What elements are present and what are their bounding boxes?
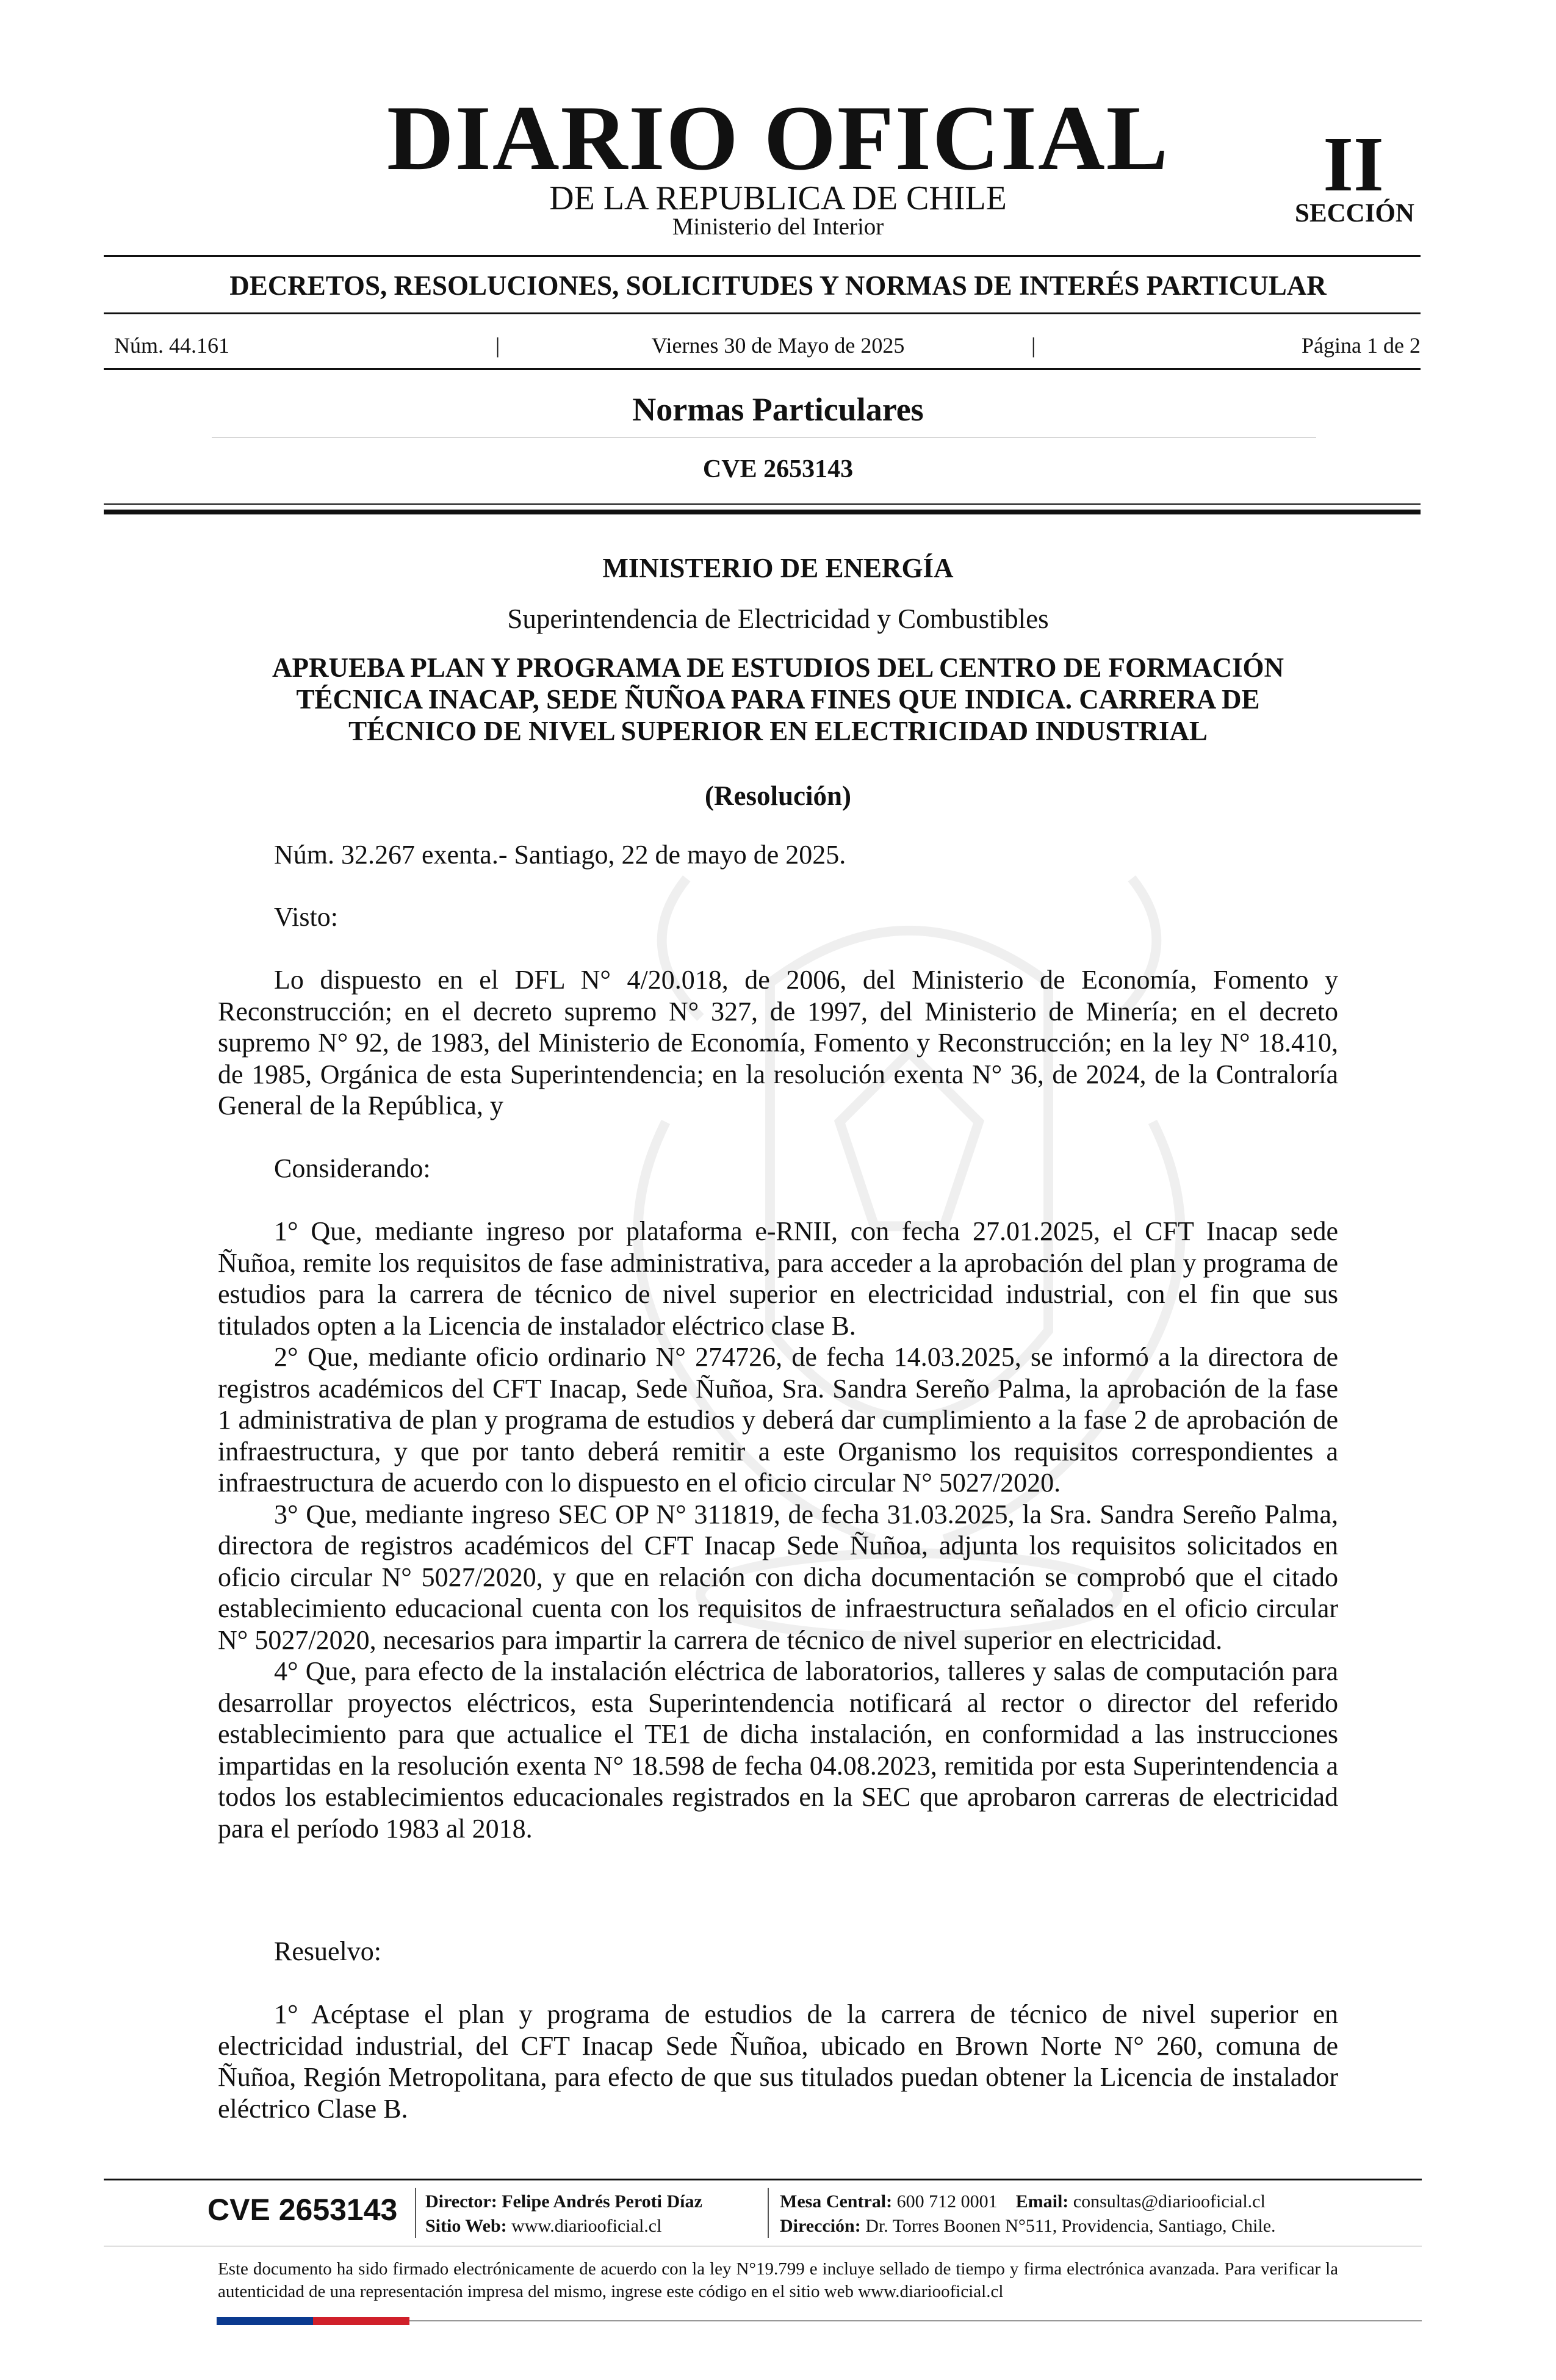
footer-disclaimer: Este documento ha sido firmado electrónicamente de acuerdo con la ley N°19.799 e incluye sellado de tiempo y firma electrónica avanzada. Para verificar la autenticidad de una representación impresa del mismo, ingrese este código en el sitio web www.diariooficial.cl: [218, 2259, 1338, 2301]
info-divider: [104, 368, 1421, 370]
director-name: Felipe Andrés Peroti Díaz: [502, 2191, 702, 2212]
resuelvo-label: Resuelvo:: [274, 1936, 381, 1966]
section-title-divider: [212, 437, 1316, 438]
considerando-3: 3° Que, mediante ingreso SEC OP N° 311819, de fecha 31.03.2025, la Sra. Sandra Sereño Palma, directora de registros académicos del CFT Inacap Sede Ñuñoa, adjunta los requisitos solicitados en oficio circular N° 5027/2020, y que en relación con dicha documentación se comprobó que el citado establecimiento educacional cuenta con los requisitos de infraestructura señalados en el oficio circular N° 5027/2020, necesarios para impartir la carrera de técnico de nivel superior en electricidad.: [218, 1499, 1338, 1655]
resolution-title-line: APRUEBA PLAN Y PROGRAMA DE ESTUDIOS DEL CENTRO DE FORMACIÓN: [272, 652, 1284, 683]
section-banner: DECRETOS, RESOLUCIONES, SOLICITUDES Y NORMAS DE INTERÉS PARTICULAR: [229, 270, 1327, 301]
visto-paragraph: Lo dispuesto en el DFL N° 4/20.018, de 2006, del Ministerio de Economía, Fomento y Reconstrucción; en el decreto supremo N° 327, de 1997, del Ministerio de Minería; en el decreto supremo N° 92, de 1983, del Ministerio de Economía, Fomento y Reconstrucción; en la ley N° 18.410, de 1985, Orgánica de esta Superintendencia; en la resolución exenta N° 36, de 2024, de la Contraloría General de la República, y: [218, 965, 1338, 1120]
newspaper-title: DIARIO OFICIAL: [386, 87, 1170, 189]
cve-divider-thin: [104, 503, 1421, 505]
considerando-2: 2° Que, mediante oficio ordinario N° 274726, de fecha 14.03.2025, se informó a la directora de registros académicos del CFT Inacap, Sede Ñuñoa, Sra. Sandra Sereño Palma, la aprobación de la fase 1 administrativa de plan y programa de estudios y deberá dar cumplimiento a la fase 2 de aprobación de infraestructura, y que por tanto deberá remitir a este Organismo los requisitos correspondientes a infraestructura de acuerdo con lo dispuesto en el oficio circular N° 5027/2020.: [218, 1342, 1338, 1498]
agency-heading: Superintendencia de Electricidad y Combustibles: [507, 604, 1049, 634]
considerandos: [218, 1216, 1338, 1844]
address-value: Dr. Torres Boonen N°511, Providencia, Santiago, Chile.: [865, 2216, 1276, 2236]
cve-divider-thick: [104, 510, 1421, 514]
email-link[interactable]: consultas@diariooficial.cl: [1073, 2191, 1266, 2212]
flag-stripe-blue: [217, 2317, 313, 2325]
section-label: SECCIÓN: [1295, 199, 1414, 228]
flag-stripe-red: [313, 2317, 409, 2325]
considerando-1: 1° Que, mediante ingreso por plataforma e-RNII, con fecha 27.01.2025, el CFT Inacap sede Ñuñoa, remite los requisitos de fase administrativa, para acceder a la aprobación del plan y programa de estudios para la carrera de técnico de nivel superior en electricidad industrial, con el fin que sus titulados opten a la Licencia de instalador eléctrico clase B.: [218, 1216, 1338, 1341]
footer-column-divider: [768, 2188, 769, 2238]
newspaper-subtitle: DE LA REPUBLICA DE CHILE: [549, 179, 1007, 217]
banner-divider: [104, 312, 1421, 314]
info-separator: |: [1031, 333, 1036, 358]
page-indicator: Página 1 de 2: [1302, 333, 1421, 358]
mesa-label: Mesa Central:: [780, 2191, 893, 2212]
considerando-label: Considerando:: [274, 1153, 431, 1183]
address-label: Dirección:: [780, 2216, 861, 2236]
footer-contact-block: [780, 2190, 1276, 2238]
resolution-title: [220, 652, 1336, 747]
section-title: Normas Particulares: [632, 391, 924, 428]
resolution-type: (Resolución): [705, 781, 851, 811]
footer-column-divider: [415, 2188, 416, 2238]
footer-director-block: [425, 2190, 702, 2238]
cve-code: CVE 2653143: [702, 455, 854, 483]
resolution-title-line: TÉCNICA INACAP, SEDE ÑUÑOA PARA FINES QUE INDICA. CARRERA DE: [296, 684, 1260, 715]
info-separator: |: [495, 333, 500, 358]
resolution-number: Núm. 32.267 exenta.- Santiago, 22 de mayo de 2025.: [274, 840, 846, 870]
mesa-phone: 600 712 0001: [896, 2191, 998, 2212]
ministry-heading: MINISTERIO DE ENERGÍA: [602, 553, 954, 583]
considerando-4: 4° Que, para efecto de la instalación eléctrica de laboratorios, talleres y salas de computación para desarrollar proyectos eléctricos, esta Superintendencia notificará al rector o director del referido establecimiento para que actualice el TE1 de dicha instalación, en conformidad a las instrucciones impartidas en la resolución exenta N° 18.598 de fecha 04.08.2023, remitida por esta Superintendencia a todos los establecimientos educacionales registrados en la SEC que aprobaron carreras de electricidad para el período 1983 al 2018.: [218, 1656, 1338, 1844]
director-label: Director:: [425, 2191, 497, 2212]
masthead-divider: [104, 255, 1421, 257]
footer-cve-code: CVE 2653143: [207, 2193, 398, 2227]
visto-label: Visto:: [274, 902, 338, 932]
footer-bottom-line: [409, 2320, 1422, 2321]
section-number: II: [1323, 121, 1384, 207]
issue-date: Viernes 30 de Mayo de 2025: [651, 333, 905, 358]
email-label: Email:: [1015, 2191, 1069, 2212]
web-label: Sitio Web:: [425, 2216, 507, 2236]
footer-divider: [104, 2179, 1422, 2180]
resolution-title-line: TÉCNICO DE NIVEL SUPERIOR EN ELECTRICIDAD INDUSTRIAL: [348, 716, 1208, 746]
web-link[interactable]: www.diariooficial.cl: [511, 2216, 662, 2236]
resuelvo-1: 1° Acéptase el plan y programa de estudios de la carrera de técnico de nivel superior en electricidad industrial, del CFT Inacap Sede Ñuñoa, ubicado en Brown Norte N° 260, comuna de Ñuñoa, Región Metropolitana, para efecto de que sus titulados puedan obtener la Licencia de instalador eléctrico Clase B.: [218, 1999, 1338, 2124]
newspaper-ministry: Ministerio del Interior: [672, 214, 884, 240]
issue-number: Núm. 44.161: [114, 333, 229, 358]
